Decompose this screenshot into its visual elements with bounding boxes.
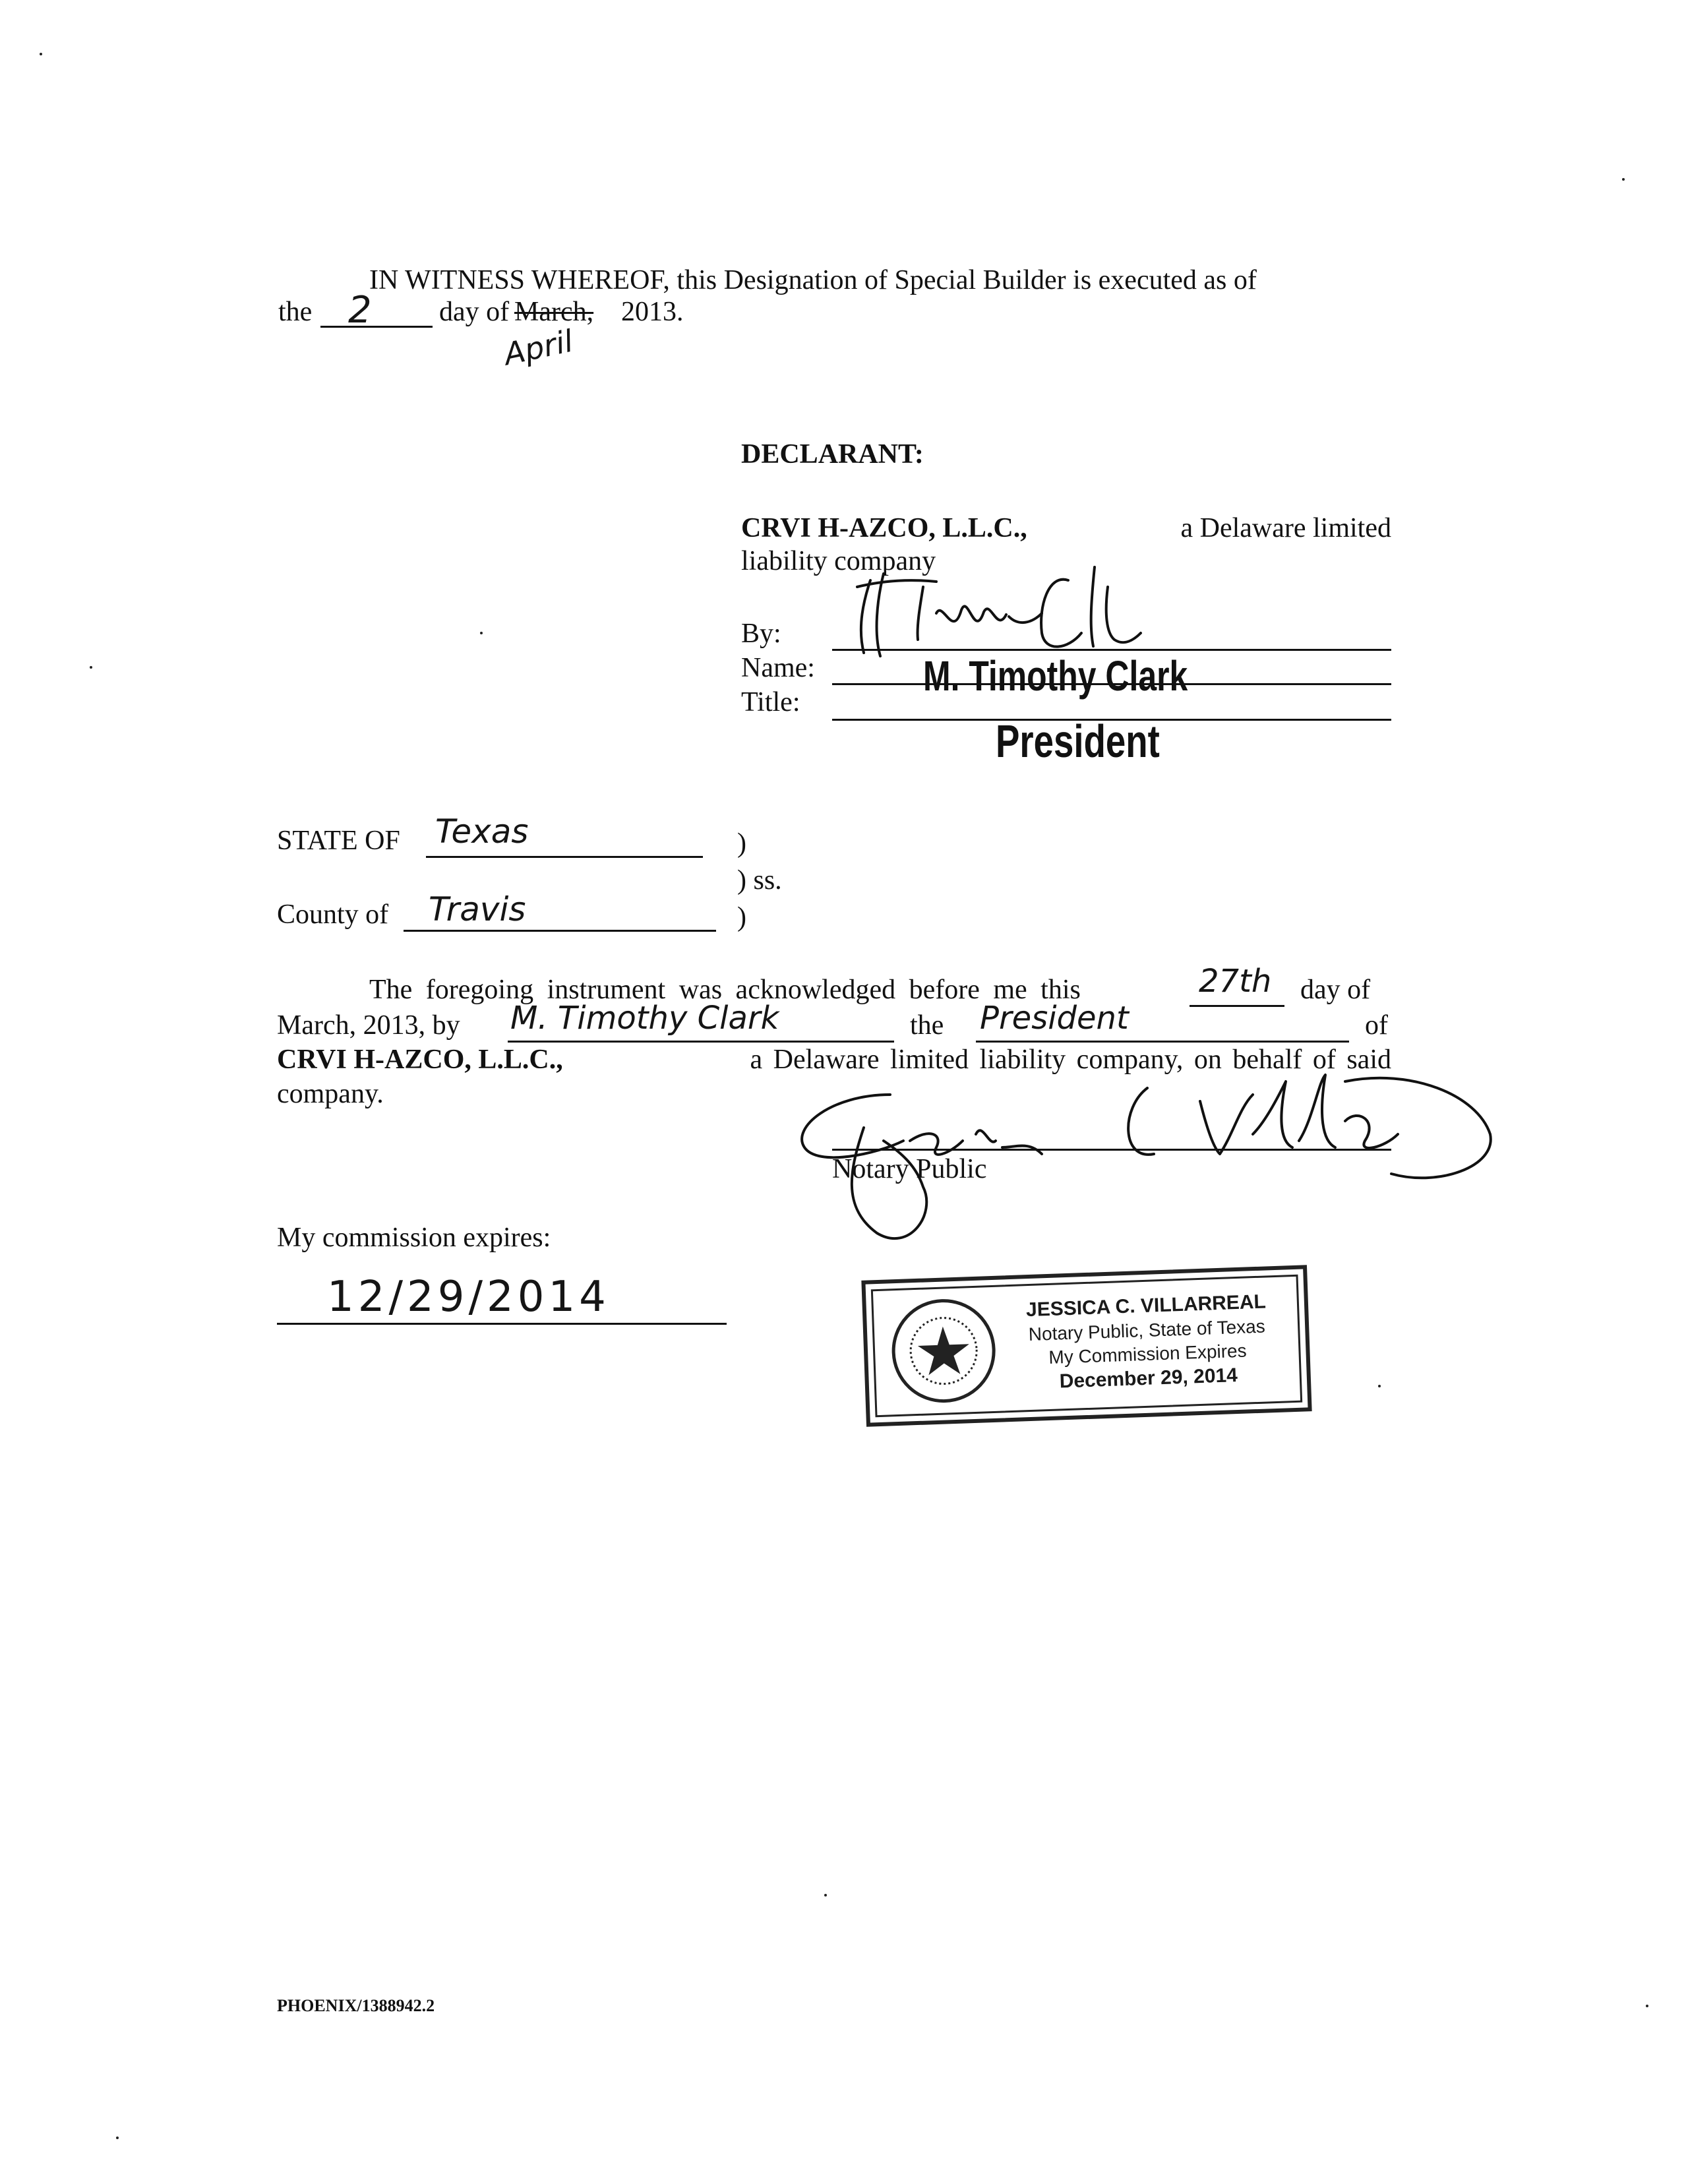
- county-line: [404, 930, 716, 932]
- ack-line-4: company.: [277, 1079, 384, 1109]
- name-stamp: M. Timothy Clark: [923, 652, 1188, 700]
- scan-speck: [1646, 2005, 1648, 2007]
- scan-speck: [40, 53, 42, 55]
- declarant-company-line-1: [741, 512, 1391, 545]
- ack-day-line: [1190, 1005, 1284, 1007]
- county-paren: ): [737, 902, 746, 932]
- ack-line-2-start: March, 2013, by: [277, 1010, 460, 1041]
- notary-stamp: [861, 1265, 1311, 1426]
- month-struck: March,: [514, 297, 594, 327]
- declarant-company-name: CRVI H-AZCO, L.L.C.,: [741, 513, 1027, 543]
- ack-company-name: CRVI H-AZCO, L.L.C.,: [277, 1045, 563, 1075]
- month-handwritten: April: [500, 322, 576, 373]
- scan-speck: [824, 1894, 827, 1896]
- state-label: STATE OF: [277, 826, 400, 856]
- county-label: County of: [277, 899, 389, 930]
- scan-speck: [1378, 1385, 1381, 1387]
- ss-label: ) ss.: [737, 865, 782, 895]
- witness-text: IN WITNESS WHEREOF, this Designation of Special Builder is executed as of: [369, 265, 1257, 295]
- ack-of-label: of: [1365, 1010, 1388, 1041]
- ack-by-handwritten: M. Timothy Clark: [510, 1000, 779, 1037]
- ack-the-label: the: [910, 1010, 944, 1041]
- witness-line-2: [278, 295, 312, 328]
- ack-text-1: The foregoing instrument was acknowledged before me this: [369, 975, 1081, 1005]
- scan-speck: [116, 2137, 119, 2139]
- the-label: the: [278, 297, 313, 327]
- scan-speck: [1622, 178, 1625, 181]
- ack-day-of: day of: [1300, 975, 1371, 1005]
- name-label: Name:: [741, 653, 815, 683]
- stamp-line-4: December 29, 2014: [1059, 1364, 1238, 1393]
- ack-role-line: [976, 1041, 1349, 1043]
- day-handwritten: 2: [348, 289, 372, 332]
- scan-speck: [480, 632, 483, 634]
- day-of-label: day of: [439, 297, 510, 327]
- stamp-line-2: Notary Public, State of Texas: [1028, 1316, 1266, 1345]
- stamp-name: JESSICA C. VILLARREAL: [1025, 1290, 1267, 1321]
- footer-doc-id: PHOENIX/1388942.2: [277, 1996, 435, 2015]
- declarant-heading: DECLARANT:: [741, 439, 924, 470]
- state-line: [426, 856, 703, 858]
- county-handwritten: Travis: [429, 890, 526, 928]
- scan-speck: [90, 666, 92, 669]
- ack-day-handwritten: 27th: [1199, 963, 1272, 1000]
- ack-by-line: [508, 1041, 894, 1043]
- state-paren: ): [737, 828, 746, 859]
- title-stamp: President: [996, 715, 1160, 767]
- commission-date-handwritten: 12/29/2014: [327, 1273, 610, 1321]
- ack-line-3-rest: a Delaware limited liability company, on behalf of said: [750, 1045, 1391, 1075]
- notary-public-label: Notary Public: [832, 1154, 987, 1184]
- commission-date-line: [277, 1323, 727, 1325]
- ack-role-handwritten: President: [980, 1000, 1129, 1037]
- witness-line-1: [369, 264, 1257, 297]
- notary-seal-icon: [886, 1293, 1002, 1409]
- commission-label: My commission expires:: [277, 1223, 551, 1253]
- by-label: By:: [741, 619, 781, 649]
- day-blank-line: [320, 326, 433, 328]
- declarant-company-desc: a Delaware limited: [1180, 513, 1391, 543]
- year-text: 2013.: [621, 297, 684, 327]
- title-label: Title:: [741, 687, 800, 717]
- declarant-company-line-2: liability company: [741, 546, 936, 576]
- state-handwritten: Texas: [435, 812, 529, 851]
- stamp-line-3: My Commission Expires: [1048, 1340, 1248, 1368]
